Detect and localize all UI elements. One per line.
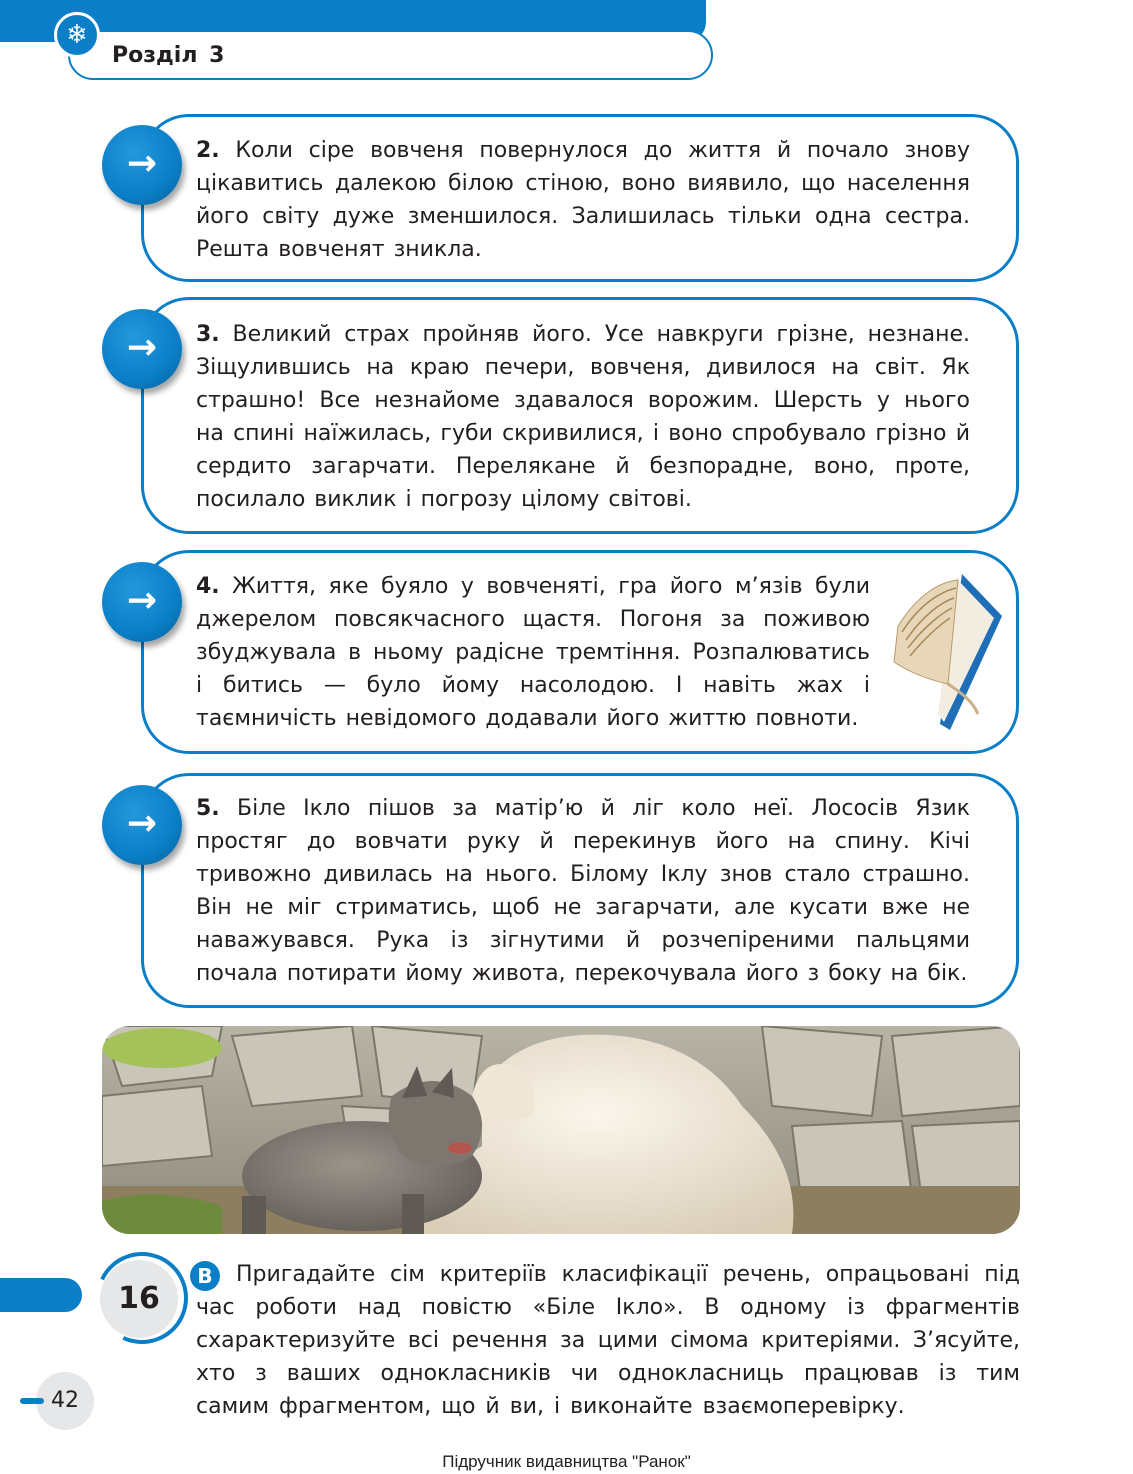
fragment-number: 3. bbox=[196, 322, 220, 347]
fragment-number: 4. bbox=[196, 574, 220, 599]
snowflake-icon: ❄ bbox=[54, 12, 100, 58]
task-text: Пригадайте сім критеріїв класифікації речень, опрацьовані під час роботи над повістю «Біле Ікло». В одному із фрагментів схарактеризуйте всі речення за цими сімома критеріями. З’ясуйте, хто з ваших однокласників чи однокласниць працював із тим самим фрагментом, що й ви, і виконайте взаємоперевірку. bbox=[196, 1262, 1020, 1419]
fragment-body: Великий страх пройняв його. Усе навкруги грізне, незнане. Зіщулившись на краю печери, вовченя, дивилося на світ. Як страшно! Все незнайоме здавалося ворожим. Шерсть у нього на спині наїжилась, губи скривилися, і воно спробувало грізно й сердито загарчати. Перелякане й безпорадне, воно, проте, посилало виклик і погрозу цілому світові. bbox=[196, 322, 970, 512]
fragment-body: Коли сіре вовченя повернулося до життя й почало знову цікавитись далекою білою стіною, воно виявило, що населення його світу дуже зменшилося. Залишилась тільки одна сестра. Решта вовченят зникла. bbox=[196, 138, 970, 262]
level-badge: В bbox=[190, 1261, 220, 1291]
task-side-bar bbox=[0, 1278, 82, 1312]
fragment-number: 2. bbox=[196, 138, 220, 163]
fragment-text-5 bbox=[196, 792, 970, 990]
arrow-right-icon: → bbox=[102, 785, 182, 865]
fragment-text-4 bbox=[196, 570, 870, 735]
arrow-right-icon: → bbox=[102, 125, 182, 205]
arrow-right-icon: → bbox=[102, 562, 182, 642]
open-book-icon bbox=[888, 574, 1006, 734]
page-number-dash bbox=[20, 1398, 44, 1404]
page-number: 42 bbox=[36, 1372, 94, 1430]
fragment-body: Життя, яке буяло у вовченяті, гра його м’язів були джерелом повсякчасного щастя. Погоня за поживою збуджувала в ньому радісне тремтіння. Розпалюватись і битись — було йому насолодою. І навіть жах і таємничість невідомого додавали його життю повноти. bbox=[196, 574, 871, 731]
wolf-photo bbox=[102, 1026, 1020, 1234]
section-title: Розділ 3 bbox=[112, 43, 225, 68]
task-number: 16 bbox=[100, 1260, 178, 1338]
fragment-text-2 bbox=[196, 134, 970, 266]
fragment-text-3 bbox=[196, 318, 970, 516]
fragment-body: Біле Ікло пішов за матір’ю й ліг коло неї. Лососів Язик простяг до вовчати руку й перекинув його на спину. Кічі тривожно дивилась на нього. Білому Іклу знов стало страшно. Він не міг стриматись, щоб не загарчати, але кусати вже не наважувався. Рука із зігнутими й розчепіреними пальцями почала потирати йому живота, перекочувала його з боку на бік. bbox=[196, 796, 970, 986]
fragment-number: 5. bbox=[196, 796, 220, 821]
wolf-photo-illustration bbox=[102, 1026, 1020, 1234]
publisher-footer: Підручник видавництва "Ранок" bbox=[442, 1452, 691, 1471]
arrow-right-icon: → bbox=[102, 309, 182, 389]
